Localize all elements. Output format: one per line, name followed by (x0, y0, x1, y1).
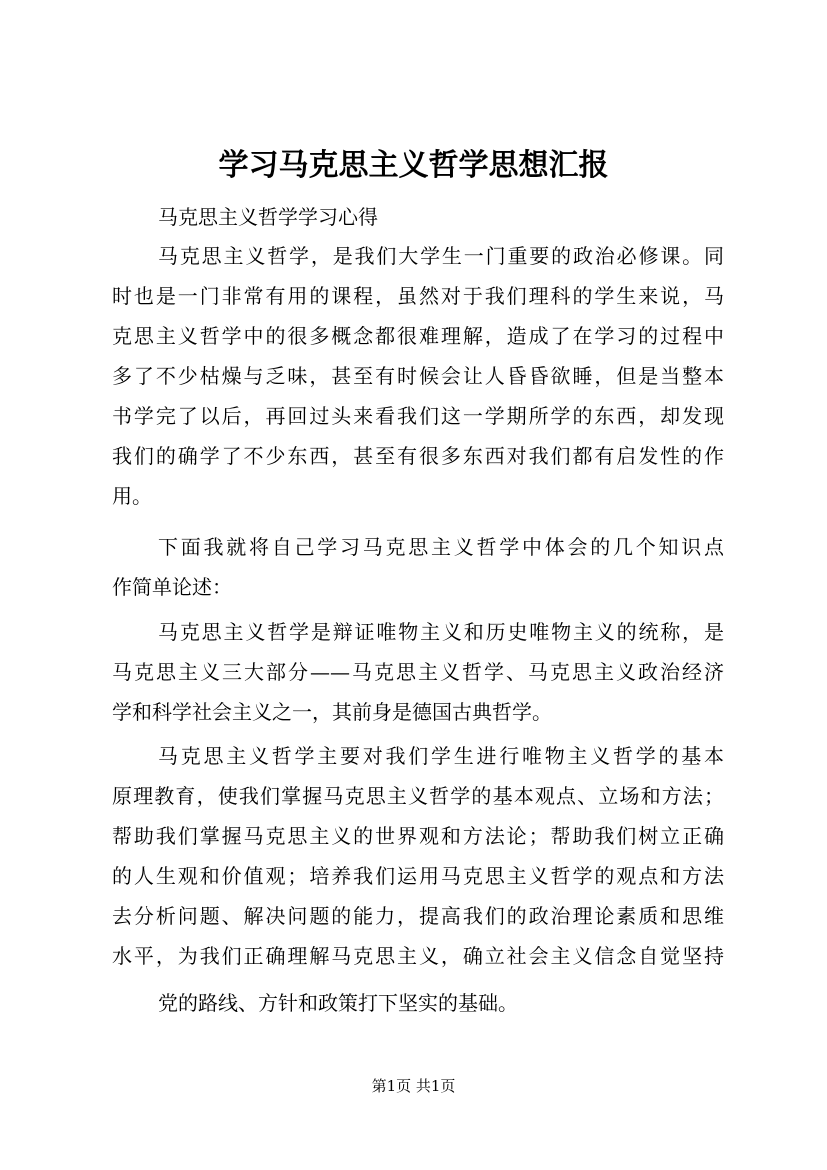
paragraph-line: 我们的确学了不少东西，甚至有很多东西对我们都有启发性的作 (112, 444, 724, 468)
paragraph-line: 书学完了以后，再回过头来看我们这一学期所学的东西，却发现 (112, 404, 724, 428)
paragraph-line: 下面我就将自己学习马克思主义哲学中体会的几个知识点 (158, 535, 724, 559)
paragraph-line: 用。 (112, 484, 152, 508)
paragraph-line: 作简单论述： (112, 575, 232, 599)
paragraph-line: 的人生观和价值观；培养我们运用马克思主义哲学的观点和方法 (112, 864, 724, 888)
paragraph-line: 马克思主义哲学，是我们大学生一门重要的政治必修课。同 (158, 244, 724, 268)
paragraph-line: 克思主义哲学中的很多概念都很难理解，造成了在学习的过程中 (112, 324, 724, 348)
paragraph-line: 马克思主义三大部分——马克思主义哲学、马克思主义政治经济 (112, 660, 724, 684)
paragraph-line: 多了不少枯燥与乏味，甚至有时候会让人昏昏欲睡，但是当整本 (112, 364, 724, 388)
paragraph-line: 原理教育，使我们掌握马克思主义哲学的基本观点、立场和方法； (112, 784, 724, 808)
page-footer: 第1页 共1页 (371, 1077, 456, 1095)
document-title: 学习马克思主义哲学思想汇报 (218, 148, 609, 183)
paragraph-line: 时也是一门非常有用的课程，虽然对于我们理科的学生来说，马 (112, 284, 724, 308)
paragraph-line: 马克思主义哲学主要对我们学生进行唯物主义哲学的基本 (158, 744, 724, 768)
document-subtitle: 马克思主义哲学学习心得 (158, 205, 378, 229)
paragraph-line: 水平，为我们正确理解马克思主义，确立社会主义信念自觉坚持 (112, 944, 724, 968)
paragraph-line: 帮助我们掌握马克思主义的世界观和方法论；帮助我们树立正确 (112, 824, 724, 848)
paragraph-line: 学和科学社会主义之一，其前身是德国古典哲学。 (112, 700, 552, 724)
paragraph-line: 党的路线、方针和政策打下坚实的基础。 (158, 991, 518, 1015)
paragraph-line: 马克思主义哲学是辩证唯物主义和历史唯物主义的统称，是 (158, 620, 724, 644)
paragraph-line: 去分析问题、解决问题的能力，提高我们的政治理论素质和思维 (112, 904, 724, 928)
